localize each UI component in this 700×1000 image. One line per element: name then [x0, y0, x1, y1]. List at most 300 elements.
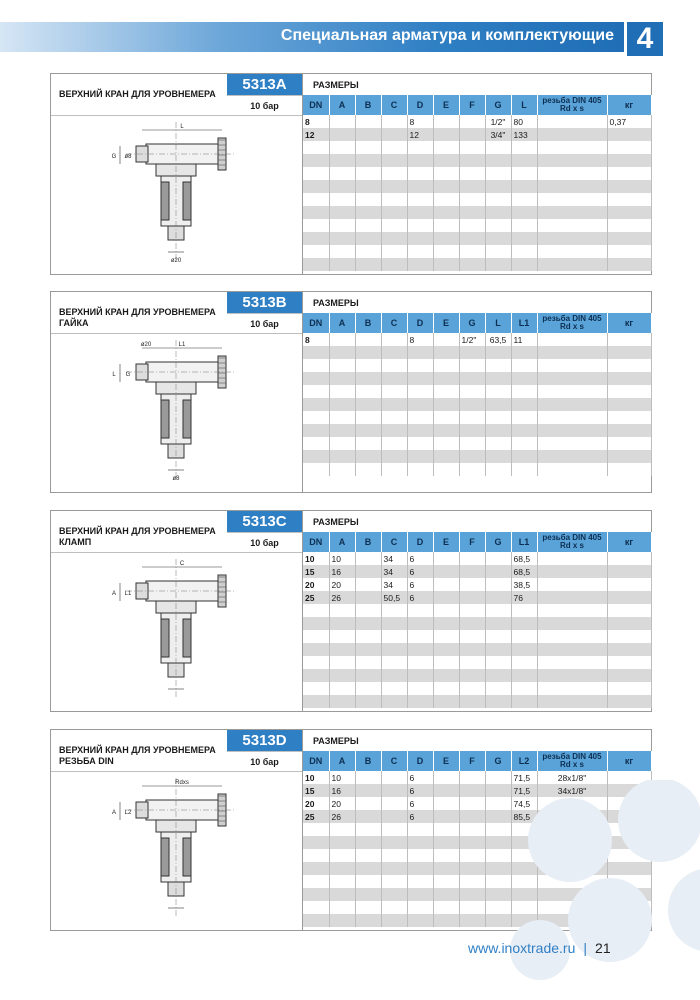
product-section-5313c: [50, 510, 652, 712]
table-row: [303, 578, 651, 591]
table-cell: [329, 888, 355, 901]
table-cell: [485, 141, 511, 154]
table-cell: 6: [407, 784, 433, 797]
table-cell: [511, 193, 537, 206]
column-header: F: [459, 751, 485, 771]
column-header: G: [485, 751, 511, 771]
table-cell: [303, 862, 329, 875]
table-cell: 34: [381, 565, 407, 578]
table-cell: [433, 669, 459, 682]
table-cell: 28x1/8": [537, 771, 607, 784]
table-cell: [607, 258, 651, 271]
table-cell: [459, 862, 485, 875]
table-cell: [407, 823, 433, 836]
valve-drawing: [106, 559, 266, 704]
column-header: C: [381, 751, 407, 771]
table-cell: [381, 245, 407, 258]
table-cell: [381, 669, 407, 682]
table-cell: [407, 836, 433, 849]
table-cell: [459, 849, 485, 862]
table-cell: [303, 914, 329, 927]
table-row: [303, 115, 651, 128]
table-cell: [459, 784, 485, 797]
table-cell: [355, 141, 381, 154]
table-cell: [381, 604, 407, 617]
table-cell: [607, 669, 651, 682]
table-cell: [381, 771, 407, 784]
product-code: 5313D: [227, 730, 302, 751]
table-cell: [459, 617, 485, 630]
table-cell: [459, 219, 485, 232]
table-cell: [459, 193, 485, 206]
table-cell: 6: [407, 797, 433, 810]
table-cell: [433, 784, 459, 797]
product-info-panel: [51, 74, 303, 274]
table-cell: [511, 656, 537, 669]
table-cell: [433, 643, 459, 656]
table-cell: [355, 578, 381, 591]
table-cell: [433, 258, 459, 271]
table-cell: [537, 372, 607, 385]
table-cell: 6: [407, 565, 433, 578]
column-header: резьба DIN 405 Rd x s: [537, 95, 607, 115]
table-cell: [511, 258, 537, 271]
table-cell: [407, 359, 433, 372]
table-cell: 85,5: [511, 810, 537, 823]
table-row: [303, 154, 651, 167]
table-cell: [459, 914, 485, 927]
table-cell: [607, 372, 651, 385]
table-cell: [407, 901, 433, 914]
column-header: DN: [303, 751, 329, 771]
table-cell: [433, 385, 459, 398]
table-cell: 50,5: [381, 591, 407, 604]
table-cell: [329, 333, 355, 346]
table-cell: [459, 372, 485, 385]
table-cell: [381, 914, 407, 927]
table-cell: [433, 437, 459, 450]
table-cell: [433, 154, 459, 167]
table-cell: [459, 604, 485, 617]
table-row: [303, 385, 651, 398]
table-cell: [381, 849, 407, 862]
table-cell: [537, 669, 607, 682]
table-cell: [433, 849, 459, 862]
table-cell: [485, 875, 511, 888]
column-header: D: [407, 751, 433, 771]
table-cell: 6: [407, 552, 433, 565]
valve-drawing: [106, 122, 266, 267]
table-cell: [459, 245, 485, 258]
drawing-label: ø20: [140, 342, 152, 348]
drawing-label: ø8: [172, 476, 180, 482]
table-cell: [381, 823, 407, 836]
table-cell: [329, 437, 355, 450]
table-cell: [407, 193, 433, 206]
table-cell: [433, 604, 459, 617]
table-cell: [381, 656, 407, 669]
table-cell: [303, 167, 329, 180]
table-cell: [329, 372, 355, 385]
table-cell: [537, 656, 607, 669]
table-cell: [329, 643, 355, 656]
table-cell: [537, 232, 607, 245]
table-cell: 16: [329, 784, 355, 797]
column-header: C: [381, 95, 407, 115]
table-cell: [433, 617, 459, 630]
table-cell: 10: [303, 552, 329, 565]
product-name: ВЕРХНИЙ КРАН ДЛЯ УРОВНЕМЕРА РЕЗЬБА DIN: [59, 745, 216, 766]
drawing-label: L1: [124, 591, 132, 597]
table-cell: 80: [511, 115, 537, 128]
table-cell: [459, 901, 485, 914]
drawing-label: L2: [124, 810, 132, 816]
table-cell: [381, 862, 407, 875]
table-cell: [607, 682, 651, 695]
divider: [51, 552, 302, 553]
table-cell: [329, 115, 355, 128]
table-cell: [355, 552, 381, 565]
table-cell: [485, 154, 511, 167]
table-cell: [485, 695, 511, 708]
table-cell: [355, 630, 381, 643]
table-cell: [485, 167, 511, 180]
table-cell: 8: [407, 333, 433, 346]
table-cell: 71,5: [511, 771, 537, 784]
product-info-panel: [51, 511, 303, 711]
table-cell: [459, 695, 485, 708]
table-cell: [355, 849, 381, 862]
table-cell: [407, 411, 433, 424]
table-cell: [433, 232, 459, 245]
table-cell: [303, 359, 329, 372]
table-cell: 10: [329, 552, 355, 565]
table-cell: [355, 411, 381, 424]
table-cell: [329, 836, 355, 849]
dimensions-label: РАЗМЕРЫ: [313, 80, 359, 90]
table-cell: [303, 630, 329, 643]
table-cell: [303, 232, 329, 245]
table-cell: 8: [303, 115, 329, 128]
table-row: [303, 411, 651, 424]
table-cell: [537, 643, 607, 656]
table-cell: [485, 424, 511, 437]
table-cell: [303, 450, 329, 463]
table-cell: [459, 591, 485, 604]
table-cell: [381, 411, 407, 424]
drawing-label: L1: [178, 342, 186, 348]
decorative-ball-pattern: [510, 780, 700, 1000]
table-cell: 68,5: [511, 552, 537, 565]
table-cell: [607, 437, 651, 450]
table-row: [303, 643, 651, 656]
table-cell: [485, 193, 511, 206]
table-cell: [485, 578, 511, 591]
table-cell: [459, 385, 485, 398]
table-cell: [607, 424, 651, 437]
table-cell: [407, 232, 433, 245]
table-cell: [355, 359, 381, 372]
table-cell: [355, 836, 381, 849]
table-cell: [329, 167, 355, 180]
table-cell: [511, 167, 537, 180]
table-cell: [607, 232, 651, 245]
table-cell: [459, 141, 485, 154]
table-cell: [511, 630, 537, 643]
table-row: [303, 450, 651, 463]
table-cell: 8: [407, 115, 433, 128]
table-cell: [433, 333, 459, 346]
table-cell: [607, 359, 651, 372]
table-cell: [433, 836, 459, 849]
table-cell: [459, 643, 485, 656]
table-cell: [355, 398, 381, 411]
table-cell: [355, 385, 381, 398]
table-cell: [381, 141, 407, 154]
table-cell: [607, 695, 651, 708]
pressure-rating: 10 бар: [227, 751, 302, 772]
dimensions-table: [303, 313, 651, 476]
table-cell: [459, 810, 485, 823]
chapter-number: 4: [627, 22, 663, 56]
table-cell: [433, 398, 459, 411]
drawing-label: ø20: [170, 258, 182, 264]
table-cell: [459, 424, 485, 437]
table-cell: [485, 914, 511, 927]
table-cell: [537, 437, 607, 450]
table-cell: [355, 682, 381, 695]
table-cell: [537, 346, 607, 359]
table-cell: [511, 359, 537, 372]
table-cell: [381, 463, 407, 476]
table-cell: [433, 359, 459, 372]
table-cell: [433, 862, 459, 875]
table-cell: [459, 771, 485, 784]
table-cell: [485, 450, 511, 463]
table-cell: [355, 193, 381, 206]
column-header: B: [355, 313, 381, 333]
table-cell: [381, 359, 407, 372]
table-cell: [433, 630, 459, 643]
table-row: [303, 372, 651, 385]
table-cell: [407, 141, 433, 154]
table-cell: [381, 797, 407, 810]
table-cell: [511, 411, 537, 424]
divider: [51, 771, 302, 772]
table-cell: [355, 888, 381, 901]
table-cell: [407, 258, 433, 271]
table-cell: [355, 591, 381, 604]
table-cell: [485, 604, 511, 617]
table-cell: [407, 656, 433, 669]
table-cell: [329, 154, 355, 167]
table-cell: [537, 463, 607, 476]
table-cell: 133: [511, 128, 537, 141]
table-cell: [485, 232, 511, 245]
table-cell: [537, 565, 607, 578]
table-cell: [355, 154, 381, 167]
table-cell: [303, 836, 329, 849]
table-cell: [607, 333, 651, 346]
table-cell: [329, 604, 355, 617]
table-cell: [381, 695, 407, 708]
table-row: [303, 695, 651, 708]
table-cell: [407, 604, 433, 617]
table-cell: [485, 771, 511, 784]
table-cell: [303, 682, 329, 695]
table-cell: [303, 424, 329, 437]
table-cell: [433, 411, 459, 424]
table-cell: [607, 385, 651, 398]
table-row: [303, 604, 651, 617]
table-cell: [381, 888, 407, 901]
table-cell: [433, 565, 459, 578]
table-cell: 0,37: [607, 115, 651, 128]
table-cell: [381, 424, 407, 437]
column-header: резьба DIN 405 Rd x s: [537, 313, 607, 333]
table-cell: [381, 232, 407, 245]
table-cell: [381, 193, 407, 206]
table-cell: [303, 346, 329, 359]
table-cell: [537, 450, 607, 463]
table-cell: [303, 154, 329, 167]
table-cell: [329, 875, 355, 888]
column-header: L: [511, 95, 537, 115]
table-cell: [355, 437, 381, 450]
table-cell: [329, 206, 355, 219]
pressure-rating: 10 бар: [227, 95, 302, 116]
table-cell: [511, 385, 537, 398]
table-cell: [433, 245, 459, 258]
table-cell: [381, 875, 407, 888]
table-cell: [381, 180, 407, 193]
drawing-label: G: [111, 154, 117, 160]
table-cell: [407, 346, 433, 359]
table-cell: 20: [329, 578, 355, 591]
column-header: G: [485, 95, 511, 115]
column-header: G: [485, 532, 511, 552]
table-cell: [381, 630, 407, 643]
table-cell: [459, 888, 485, 901]
table-cell: [537, 128, 607, 141]
table-cell: [329, 695, 355, 708]
table-cell: [485, 656, 511, 669]
table-cell: [485, 346, 511, 359]
table-cell: [355, 333, 381, 346]
table-cell: [607, 643, 651, 656]
column-header: D: [407, 95, 433, 115]
table-cell: [607, 398, 651, 411]
page-footer: [468, 940, 611, 956]
column-header: E: [433, 751, 459, 771]
table-cell: 34: [381, 552, 407, 565]
table-cell: [511, 643, 537, 656]
table-cell: [303, 669, 329, 682]
product-info-panel: [51, 730, 303, 930]
table-cell: [607, 219, 651, 232]
table-cell: [485, 797, 511, 810]
table-cell: 20: [303, 797, 329, 810]
table-cell: [459, 115, 485, 128]
table-cell: [355, 669, 381, 682]
website-link[interactable]: www.inoxtrade.ru: [468, 940, 576, 956]
table-cell: [303, 245, 329, 258]
divider: [51, 115, 302, 116]
table-cell: [329, 346, 355, 359]
column-header: B: [355, 532, 381, 552]
table-row: [303, 245, 651, 258]
table-cell: [607, 656, 651, 669]
table-cell: 15: [303, 784, 329, 797]
table-cell: [459, 836, 485, 849]
table-cell: [511, 232, 537, 245]
table-cell: [485, 206, 511, 219]
table-cell: 6: [407, 810, 433, 823]
table-cell: [511, 463, 537, 476]
table-cell: [433, 771, 459, 784]
column-header: F: [459, 95, 485, 115]
table-cell: [355, 656, 381, 669]
table-cell: [607, 630, 651, 643]
table-row: [303, 617, 651, 630]
table-cell: [355, 643, 381, 656]
column-header: C: [381, 313, 407, 333]
table-cell: [329, 219, 355, 232]
column-header: L1: [511, 532, 537, 552]
table-cell: [433, 797, 459, 810]
column-header: кг: [607, 95, 651, 115]
table-cell: [459, 232, 485, 245]
table-cell: [329, 141, 355, 154]
table-cell: [355, 797, 381, 810]
table-cell: [607, 206, 651, 219]
table-cell: 15: [303, 565, 329, 578]
column-header: B: [355, 95, 381, 115]
table-cell: [303, 643, 329, 656]
table-cell: [433, 823, 459, 836]
column-header: D: [407, 532, 433, 552]
table-cell: [303, 141, 329, 154]
table-cell: [407, 424, 433, 437]
dimensions-label: РАЗМЕРЫ: [313, 517, 359, 527]
table-cell: 8: [303, 333, 329, 346]
table-cell: [607, 604, 651, 617]
table-row: [303, 180, 651, 193]
table-cell: [407, 682, 433, 695]
table-cell: [459, 258, 485, 271]
table-cell: [607, 411, 651, 424]
product-info-panel: [51, 292, 303, 492]
table-cell: [537, 141, 607, 154]
table-cell: [511, 154, 537, 167]
table-cell: [433, 552, 459, 565]
column-header: L1: [511, 313, 537, 333]
table-cell: [607, 180, 651, 193]
table-cell: [303, 656, 329, 669]
table-cell: [485, 682, 511, 695]
drawing-label: A: [111, 810, 117, 816]
table-cell: [459, 875, 485, 888]
table-cell: [303, 193, 329, 206]
table-cell: 74,5: [511, 797, 537, 810]
table-cell: [459, 398, 485, 411]
valve-drawing: [106, 340, 266, 485]
table-cell: 34: [381, 578, 407, 591]
table-cell: [485, 823, 511, 836]
table-cell: [355, 450, 381, 463]
table-cell: [407, 219, 433, 232]
table-cell: [407, 875, 433, 888]
